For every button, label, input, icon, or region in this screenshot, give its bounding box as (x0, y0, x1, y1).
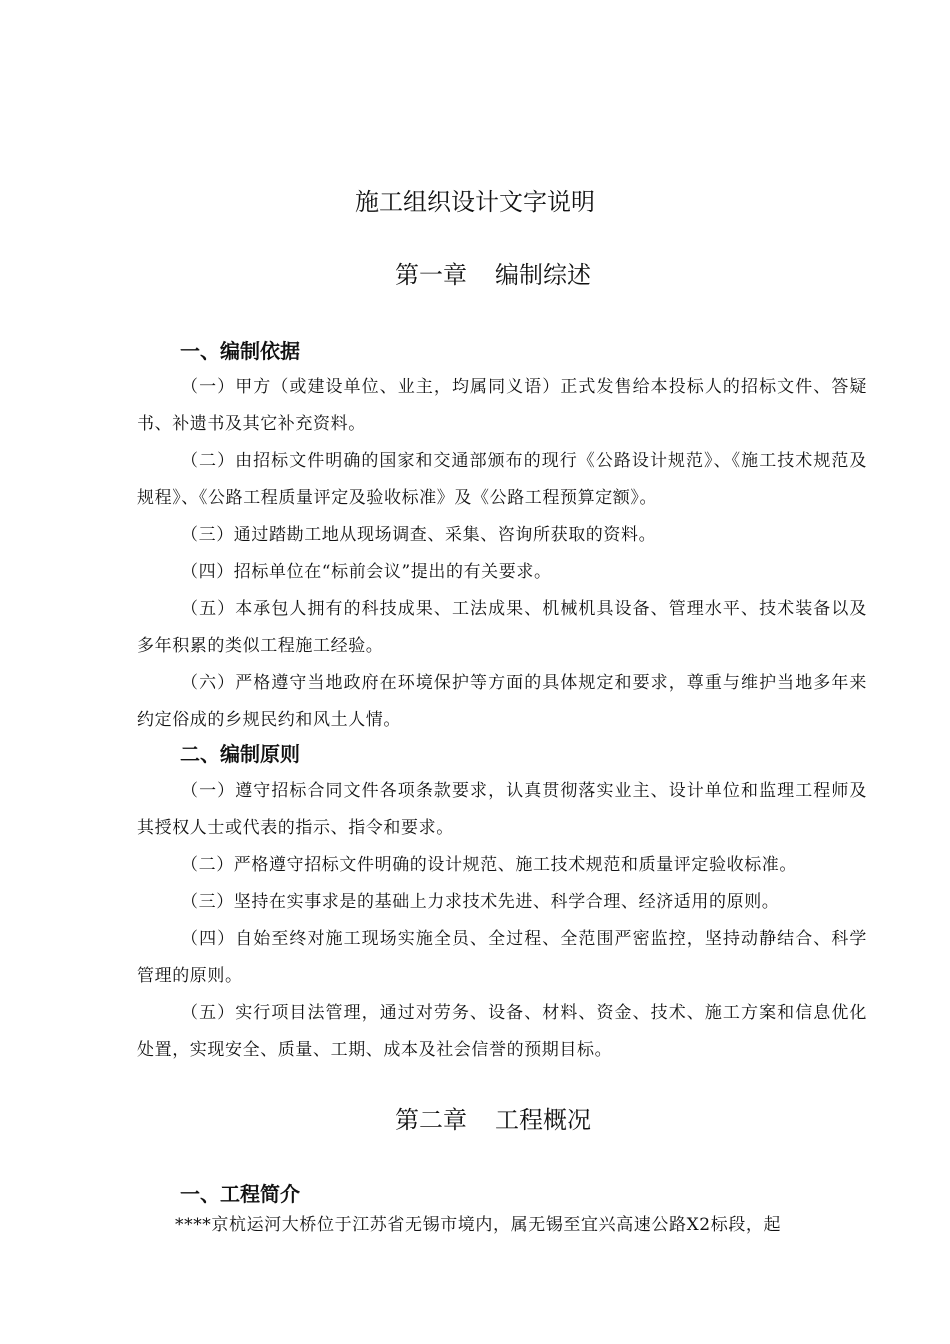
chapter-1-name: 编制综述 (495, 261, 591, 289)
chapter-2-name: 工程概况 (495, 1106, 591, 1134)
paragraph: （五）本承包人拥有的科技成果、工法成果、机械机具设备、管理水平、技术装备以及多年积累的类似工程施工经验。 (137, 599, 867, 656)
section-heading-overview: 一、工程简介 (180, 1182, 300, 1206)
paragraph: ****京杭运河大桥位于江苏省无锡市境内，属无锡至宜兴高速公路X2标段，起 (175, 1215, 782, 1235)
chapter-2-heading (0, 1104, 950, 1136)
paragraph: （一）遵守招标合同文件各项条款要求，认真贯彻落实业主、设计单位和监理工程师及其授权人士或代表的指示、指令和要求。 (137, 781, 867, 838)
paragraph: （三）坚持在实事求是的基础上力求技术先进、科学合理、经济适用的原则。 (181, 892, 780, 912)
paragraph: （一）甲方（或建设单位、业主，均属同义语）正式发售给本投标人的招标文件、答疑书、补遗书及其它补充资料。 (137, 377, 867, 434)
paragraph: （五）实行项目法管理，通过对劳务、设备、材料、资金、技术、施工方案和信息优化处置，实现安全、质量、工期、成本及社会信誉的预期目标。 (137, 1003, 867, 1060)
paragraph: （四）招标单位在“标前会议”提出的有关要求。 (181, 562, 552, 582)
paragraph: （四）自始至终对施工现场实施全员、全过程、全范围严密监控，坚持动静结合、科学管理的原则。 (137, 929, 867, 986)
document-title: 施工组织设计文字说明 (355, 188, 595, 216)
paragraph: （二）由招标文件明确的国家和交通部颁布的现行《公路设计规范》、《施工技术规范及规程》、《公路工程质量评定及验收标准》及《公路工程预算定额》。 (137, 451, 867, 508)
chapter-1-number: 第一章 (395, 261, 467, 289)
section-heading-principles: 二、编制原则 (180, 742, 300, 766)
paragraph: （二）严格遵守招标文件明确的设计规范、施工技术规范和质量评定验收标准。 (181, 855, 797, 875)
chapter-2-number: 第二章 (395, 1106, 467, 1134)
paragraph: （六）严格遵守当地政府在环境保护等方面的具体规定和要求，尊重与维护当地多年来约定俗成的乡规民约和风土人情。 (137, 673, 867, 730)
section-heading-basis: 一、编制依据 (180, 339, 300, 363)
paragraph: （三）通过踏勘工地从现场调查、采集、咨询所获取的资料。 (181, 525, 657, 545)
chapter-1-heading (0, 259, 950, 291)
